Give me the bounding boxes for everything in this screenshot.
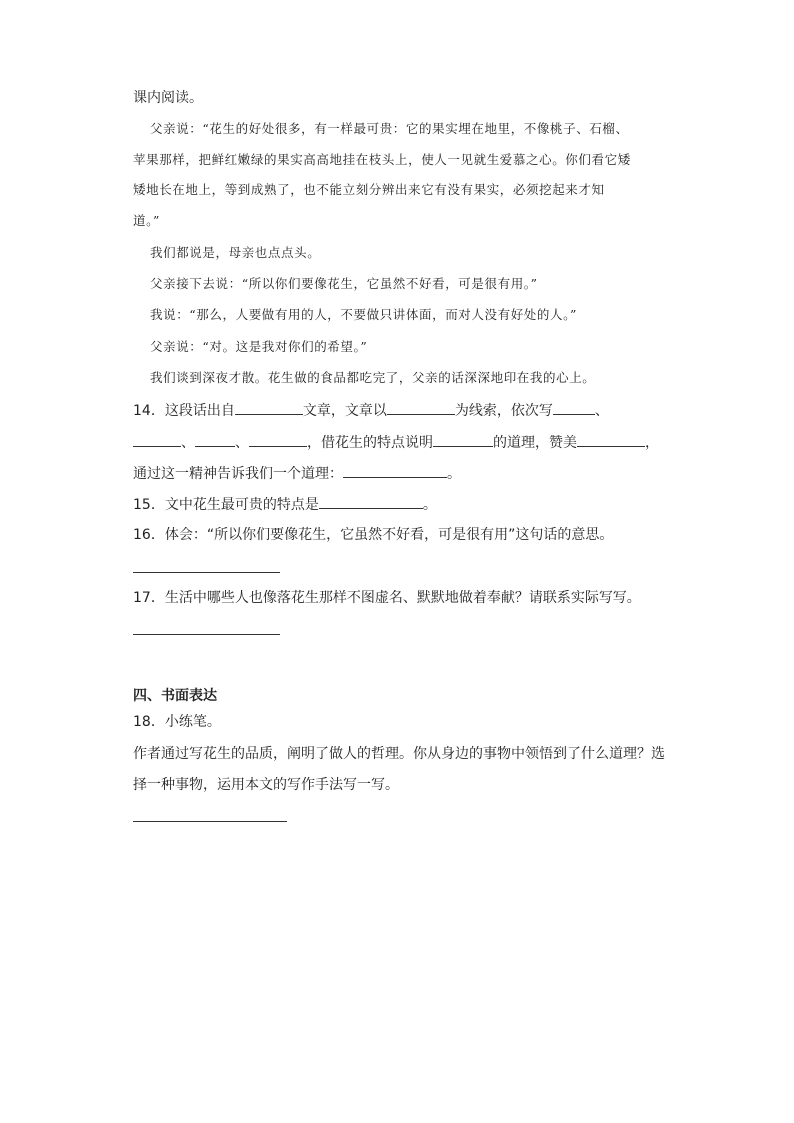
section-intro: 课内阅读。: [133, 90, 203, 106]
question-14-line-1: [133, 400, 609, 421]
answer-blank[interactable]: [387, 400, 455, 415]
question-text: 通过这一精神告诉我们一个道理：: [133, 466, 343, 482]
answer-line-18[interactable]: [133, 821, 287, 822]
question-14-line-2: [133, 432, 659, 453]
question-text: ，: [645, 435, 659, 451]
question-text: 14．这段话出自: [133, 403, 235, 419]
question-text: 、: [594, 403, 609, 419]
question-17: 17．生活中哪些人也像落花生那样不图虚名、默默地做着奉献？请联系实际写写。: [133, 590, 641, 606]
question-text: 为线索，依次写: [454, 403, 553, 419]
passage-line: 苹果那样，把鲜红嫩绿的果实高高地挂在枝头上，使人一见就生爱慕之心。你们看它矮: [133, 152, 631, 167]
passage-line: 道。”: [133, 213, 160, 228]
answer-blank[interactable]: [433, 432, 493, 447]
passage-line: 父亲接下去说：“所以你们要像花生，它虽然不好看，可是很有用。”: [150, 276, 538, 291]
question-text: 的道理，赞美: [493, 435, 577, 451]
answer-blank[interactable]: [319, 494, 423, 509]
passage-line: 我说：“那么，人要做有用的人，不要做只讲体面，而对人没有好处的人。”: [150, 307, 577, 322]
question-16: 16．体会：“所以你们要像花生，它虽然不好看，可是很有用”这句话的意思。: [133, 527, 614, 543]
question-18-text: 择一种事物，运用本文的写作手法写一写。: [133, 777, 399, 793]
answer-blank[interactable]: [249, 432, 307, 447]
question-text: ，借花生的特点说明: [307, 435, 433, 451]
question-text: 文章，文章以: [302, 403, 387, 419]
passage-line: 父亲说：“花生的好处很多，有一样最可贵：它的果实埋在地里，不像桃子、石榴、: [150, 121, 629, 136]
question-15: [133, 494, 437, 515]
question-18-title: 18．小练笔。: [133, 714, 221, 730]
answer-blank[interactable]: [343, 463, 447, 478]
question-text: 、: [181, 435, 195, 451]
question-text: 15．文中花生最可贵的特点是: [133, 497, 319, 513]
answer-blank[interactable]: [195, 432, 235, 447]
passage-line: 矮地长在地上，等到成熟了，也不能立刻分辨出来它有没有果实，必须挖起来才知: [133, 182, 605, 197]
passage-line: 父亲说：“对。这是我对你们的希望。”: [150, 339, 368, 354]
answer-line-17[interactable]: [133, 634, 280, 635]
question-text: 。: [422, 497, 437, 513]
question-18-text: 作者通过写花生的品质，阐明了做人的哲理。你从身边的事物中领悟到了什么道理？选: [133, 746, 665, 762]
section-heading: 四、书面表达: [133, 688, 217, 704]
answer-blank[interactable]: [553, 400, 595, 415]
answer-line-16[interactable]: [133, 572, 280, 573]
answer-blank[interactable]: [577, 432, 645, 447]
question-text: 、: [235, 435, 249, 451]
question-text: 。: [447, 466, 461, 482]
passage-line: 我们谈到深夜才散。花生做的食品都吃完了，父亲的话深深地印在我的心上。: [150, 370, 596, 385]
question-14-line-3: [133, 463, 461, 484]
answer-blank[interactable]: [133, 432, 181, 447]
answer-blank[interactable]: [235, 400, 303, 415]
passage-line: 我们都说是，母亲也点点头。: [150, 245, 321, 260]
